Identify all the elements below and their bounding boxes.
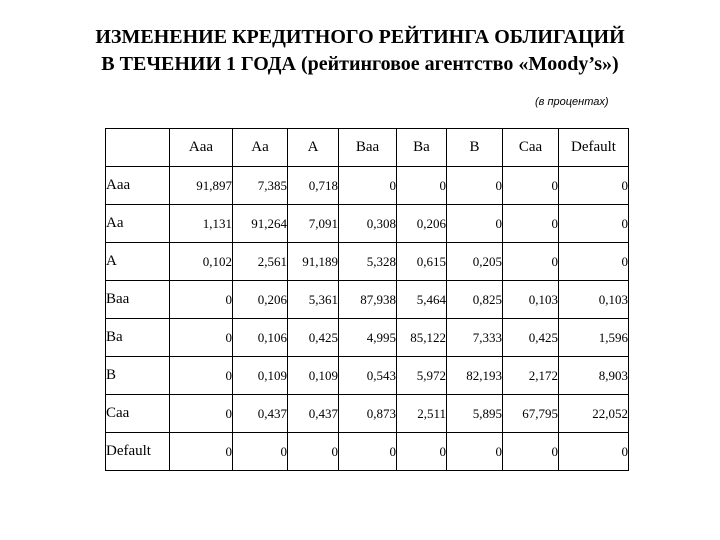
table-cell: 0 xyxy=(503,243,559,281)
table-cell: 0 xyxy=(447,167,503,205)
table-cell: 91,264 xyxy=(233,205,288,243)
title-line-2: В ТЕЧЕНИИ 1 ГОДА (рейтинговое агентство «Moody’s») xyxy=(101,53,619,75)
table-row xyxy=(106,243,629,281)
table-cell: 91,897 xyxy=(170,167,233,205)
table-cell: 87,938 xyxy=(339,281,397,319)
table-cell: 0 xyxy=(170,357,233,395)
table-row xyxy=(106,167,629,205)
header-row xyxy=(106,129,629,167)
table-cell: 91,189 xyxy=(288,243,339,281)
table-cell: 0 xyxy=(339,167,397,205)
table-cell: 0 xyxy=(447,433,503,471)
table-cell: 7,385 xyxy=(233,167,288,205)
table-cell: 0,615 xyxy=(397,243,447,281)
table-cell: 0 xyxy=(503,167,559,205)
table-cell: 0 xyxy=(559,433,629,471)
table-cell: 85,122 xyxy=(397,319,447,357)
title-line-1: ИЗМЕНЕНИЕ КРЕДИТНОГО РЕЙТИНГА ОБЛИГАЦИЙ xyxy=(95,26,625,48)
table-cell: 4,995 xyxy=(339,319,397,357)
table-cell: 2,561 xyxy=(233,243,288,281)
column-header: Default xyxy=(559,129,629,167)
table-cell: 22,052 xyxy=(559,395,629,433)
table-cell: 0,103 xyxy=(559,281,629,319)
table-cell: 5,895 xyxy=(447,395,503,433)
table-row xyxy=(106,357,629,395)
table-cell: 5,361 xyxy=(288,281,339,319)
table-cell: 0,425 xyxy=(288,319,339,357)
row-header: A xyxy=(106,243,170,281)
unit-note: (в процентах) xyxy=(535,96,609,108)
table-row xyxy=(106,395,629,433)
row-header: Aa xyxy=(106,205,170,243)
table-cell: 67,795 xyxy=(503,395,559,433)
table-header xyxy=(106,129,629,167)
table-cell: 0,718 xyxy=(288,167,339,205)
table-cell: 0 xyxy=(559,243,629,281)
row-header: Baa xyxy=(106,281,170,319)
row-header: Default xyxy=(106,433,170,471)
table-cell: 0 xyxy=(503,433,559,471)
table-cell: 1,596 xyxy=(559,319,629,357)
table-cell: 1,131 xyxy=(170,205,233,243)
table-cell: 0,873 xyxy=(339,395,397,433)
column-header: Baa xyxy=(339,129,397,167)
table-cell: 82,193 xyxy=(447,357,503,395)
table-cell: 0 xyxy=(559,167,629,205)
table-cell: 0 xyxy=(397,167,447,205)
table-cell: 0,308 xyxy=(339,205,397,243)
table-cell: 0 xyxy=(288,433,339,471)
table-cell: 0 xyxy=(447,205,503,243)
table-cell: 8,903 xyxy=(559,357,629,395)
table-cell: 0,825 xyxy=(447,281,503,319)
table-cell: 2,511 xyxy=(397,395,447,433)
table-cell: 0,437 xyxy=(233,395,288,433)
table-cell: 0 xyxy=(397,433,447,471)
row-header: B xyxy=(106,357,170,395)
table-row xyxy=(106,433,629,471)
table-cell: 0,106 xyxy=(233,319,288,357)
table-cell: 0,206 xyxy=(397,205,447,243)
table-cell: 0 xyxy=(170,433,233,471)
table-cell: 0,109 xyxy=(233,357,288,395)
column-header: A xyxy=(288,129,339,167)
rating-transition-table xyxy=(105,128,629,471)
table-cell: 0,425 xyxy=(503,319,559,357)
table-cell: 0,543 xyxy=(339,357,397,395)
table-cell: 0 xyxy=(233,433,288,471)
column-header: B xyxy=(447,129,503,167)
table-cell: 0,102 xyxy=(170,243,233,281)
table-cell: 0 xyxy=(170,281,233,319)
column-header: Caa xyxy=(503,129,559,167)
column-header: Ba xyxy=(397,129,447,167)
table-row xyxy=(106,319,629,357)
table-cell: 0,437 xyxy=(288,395,339,433)
table-cell: 0,206 xyxy=(233,281,288,319)
table-cell: 2,172 xyxy=(503,357,559,395)
table-cell: 7,091 xyxy=(288,205,339,243)
table-cell: 5,972 xyxy=(397,357,447,395)
table-cell: 0 xyxy=(559,205,629,243)
table-cell: 0,109 xyxy=(288,357,339,395)
table-cell: 0,103 xyxy=(503,281,559,319)
table-row xyxy=(106,281,629,319)
table-cell: 5,328 xyxy=(339,243,397,281)
table-cell: 0 xyxy=(170,395,233,433)
row-header: Ba xyxy=(106,319,170,357)
column-header: Aa xyxy=(233,129,288,167)
column-header: Aaa xyxy=(170,129,233,167)
table-cell: 0 xyxy=(170,319,233,357)
table-cell: 5,464 xyxy=(397,281,447,319)
page-title xyxy=(0,24,720,78)
table-cell: 0 xyxy=(503,205,559,243)
row-header: Caa xyxy=(106,395,170,433)
table-row xyxy=(106,205,629,243)
corner-cell xyxy=(106,129,170,167)
row-header: Aaa xyxy=(106,167,170,205)
table-body xyxy=(106,167,629,471)
table-cell: 0,205 xyxy=(447,243,503,281)
table-cell: 7,333 xyxy=(447,319,503,357)
table-cell: 0 xyxy=(339,433,397,471)
